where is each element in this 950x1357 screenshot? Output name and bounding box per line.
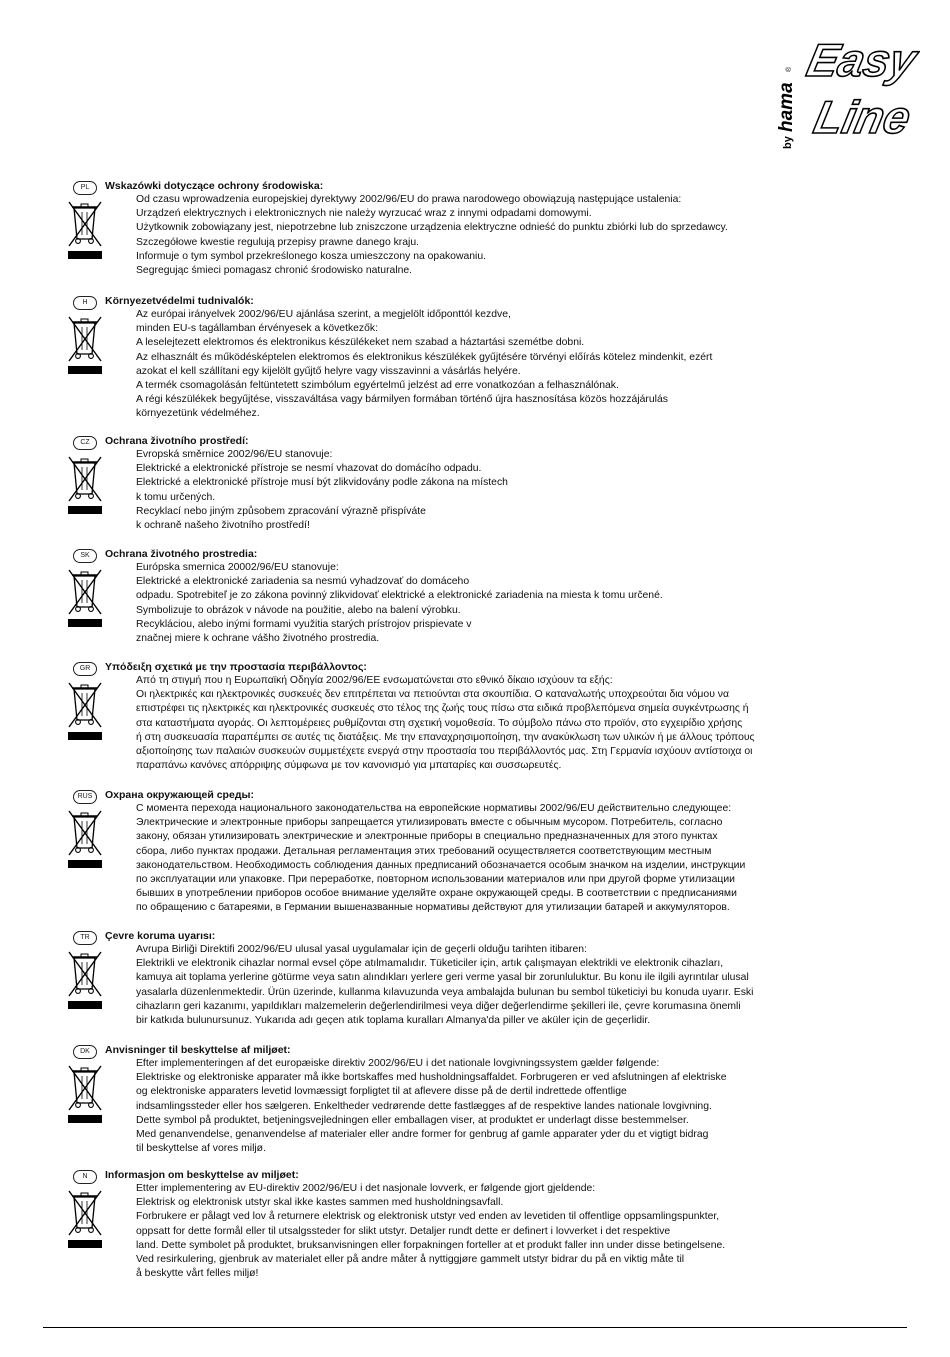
body-line: Recykláciou, alebo inými formami využitia starých prístrojov prispievate v (136, 618, 472, 630)
language-code-badge: N (73, 1170, 97, 1184)
body-line: oppsatt for dette formål eller til utsalgssteder for slikt utstyr. Detaljer rundt dette er definert i lovverket i det respektive (136, 1225, 671, 1237)
body-line: odpadu. Spotrebiteľ je zo zákona povinný zlikvidovať elektrické a elektronické zariadenia na miesta k tomu určené. (136, 590, 663, 602)
section-body (136, 943, 753, 1028)
language-code-badge: GR (73, 662, 97, 676)
body-line: Recyklací nebo jiným způsobem zpracování výrazně přispíváte (136, 505, 426, 517)
body-line: land. Dette symbolet på produktet, bruksanvisningen eller forpakningen forteller at et produkt faller inn under disse betingelsene. (136, 1239, 726, 1251)
body-line: k tomu určených. (136, 491, 216, 503)
body-line: Az európai irányelvek 2002/96/EU ajánlása szerint, a megjelölt időponttól kezdve, (136, 309, 511, 320)
body-line: yasalarla düzenlenmektedir. Ürün üzerinde, kullanma kılavuzunda veya ambalajda bulunan bu sembol tüketiciyi bu konuda uyarır. Eski (136, 986, 754, 998)
language-code-badge: DK (73, 1045, 97, 1059)
body-line: Efter implementeringen af det europæiske direktiv 2002/96/EU i det nationale lovgivningssystem gælder følgende: (136, 1058, 660, 1069)
body-line: закону, обязан утилизировать электрические и электронные приборы в специально предназначенных для этого пунктах (136, 831, 718, 843)
body-line: környezetünk védelméhez. (136, 408, 260, 420)
section-heading: Ochrana životního prostředí: (105, 435, 249, 447)
body-line: Elektrické a elektronické zariadenia sa nesmú vyhadzovať do domáceho (136, 576, 470, 588)
body-line: Szczegółowe kwestie regulują przepisy prawne danego kraju. (136, 236, 420, 248)
body-line: Med genanvendelse, genanvendelse af materialer eller andre former for genbrug af gamle apparater yder du et vigtigt bidrag (136, 1129, 709, 1141)
brand-registered: ® (786, 66, 793, 72)
body-line: Elektrické a elektronické přístroje se nesmí vhazovat do domácího odpadu. (136, 463, 482, 475)
body-line: по обращению с батареями, в Германии вышеназванные нормативы действуют для утилизации батарей и аккумуляторов. (136, 902, 730, 914)
body-line: azokat el kell szállítani egy kijelölt gyűjtő helyre vagy visszavinni a vásárlás helyére. (136, 365, 521, 377)
body-line: Elektrikli ve elektronik cihazlar normal evsel çöpe atılmamalıdır. Tüketiciler için, artık çalışmayan elektrikli ve elektronik cihazları, (136, 958, 724, 970)
body-line: Użytkownik zobowiązany jest, niepotrzebne lub zniszczone urządzenia elektryczne odnieść do punktu zbiórki lub do sprzedawcy. (136, 222, 728, 234)
section-body (136, 193, 728, 278)
body-line: A termék csomagolásán feltüntetett szimbólum egyértelmű jelzést ad erre vonatkozóan a felhasználónak. (136, 380, 619, 392)
crossed-out-bin-icon (68, 1188, 102, 1250)
body-line: Elektrické a elektronické přístroje musí být zlikvidovány podle zákona na místech (136, 477, 508, 489)
body-line: značnej miere k ochrane vášho životného prostredia. (136, 633, 380, 645)
body-line: k ochraně našeho životního prostředí! (136, 520, 310, 532)
body-line: Από τη στιγμή που η Ευρωπαϊκή Οδηγία 2002/96/EE ενσωματώνεται στο εθνικό δίκαιο ισχύουν τα εξής: (136, 675, 613, 686)
crossed-out-bin-icon (68, 314, 102, 376)
language-code-badge: PL (73, 181, 97, 195)
body-line: Οι ηλεκτρικές και ηλεκτρονικές συσκευές δεν επιτρέπεται να πετιούνται στα σκουπίδια. Ο καταναλωτής υποχρεούται δια νόμου να (136, 689, 729, 701)
section-heading: Wskazówki dotyczące ochrony środowiska: (105, 180, 324, 192)
body-line: indsamlingssteder eller hos sælgeren. Enkeltheder vedrørende dette fastlægges af de respektive landes nationale lovgivning. (136, 1100, 712, 1112)
section-body (136, 674, 755, 773)
body-line: Forbrukere er pålagt ved lov å returnere elektrisk og elektronisk utstyr ved enden av levetiden til offentlige oppsamlingspunkter, (136, 1211, 720, 1223)
body-line: бывших в употреблении приборов особое внимание уделяйте охране окружающей среды. В соответствии с предписаниями (136, 888, 737, 900)
body-line: Európska smernica 20002/96/EU stanovuje: (136, 562, 339, 573)
body-line: сбора, либо пунктах продажи. Детальная регламентация этих требований осуществляется соответствующим местным (136, 845, 712, 857)
brand-by: by (782, 136, 794, 149)
section-heading: Anvisninger til beskyttelse af miljøet: (105, 1044, 291, 1056)
body-line: Dette symbol på produktet, betjeningsvejledningen eller emballagen viser, at produktet er underlagt disse bestemmelser. (136, 1114, 689, 1126)
section-heading: Ochrana životného prostredia: (105, 548, 258, 560)
language-code-badge: SK (73, 549, 97, 563)
body-line: αξιοποίησης των παλαιών συσκευών συμμετέχετε ενεργά στην προστασία του περιβάλλοντός μας. Στη Γερμανία ισχύουν αντίστοιχα οι (136, 746, 753, 758)
body-line: Avrupa Birliği Direktifi 2002/96/EU ulusal yasal uygulamalar için de geçerli olduğu tarihten itibaren: (136, 944, 587, 955)
body-line: законодательством. Необходимость соблюдения данных предписаний обозначается особым значком на изделии, инструкции (136, 859, 746, 871)
body-line: å beskytte vårt felles miljø! (136, 1268, 259, 1280)
body-line: A régi készülékek begyűjtése, visszaváltása vagy bármilyen formában történő újra hasznosítása közös hozzájárulás (136, 394, 668, 406)
body-line: Etter implementering av EU-direktiv 2002/96/EU i det nasjonale lovverk, er følgende gjort gjeldende: (136, 1183, 596, 1194)
body-line: Evropská směrnice 2002/96/EU stanovuje: (136, 449, 333, 460)
section-heading: Υπόδειξη σχετικά με την προστασία περιβάλλοντος: (105, 661, 367, 673)
language-code-badge: H (73, 296, 97, 310)
body-line: Symbolizuje to obrázok v návode na použitie, alebo na balení výrobku. (136, 604, 461, 616)
body-line: Az elhasznált és működésképtelen elektromos és elektronikus készülékek gyűjtésére törvényi előírás kötelez mindenkit, ezért (136, 351, 713, 363)
brand-hama: hama (776, 82, 797, 132)
crossed-out-bin-icon (68, 680, 102, 742)
section-heading: Informasjon om beskyttelse av miljøet: (105, 1169, 299, 1181)
section-body (136, 561, 663, 646)
section-body (136, 448, 508, 533)
footer-divider (43, 1327, 907, 1328)
body-line: Od czasu wprowadzenia europejskiej dyrektywy 2002/96/EU do prawa narodowego obowiązują następujące ustalenia: (136, 194, 682, 205)
brand-easy: Easy (802, 34, 920, 86)
brand-line: Line (809, 91, 916, 143)
body-line: Электрические и электронные приборы запрещается утилизировать вместе с обычным мусором. Потребитель, согласно (136, 817, 723, 829)
language-code-badge: CZ (73, 436, 97, 450)
body-line: A leselejtezett elektromos és elektronikus készülékeket nem szabad a háztartási szemétbe dobni. (136, 337, 585, 349)
crossed-out-bin-icon (68, 949, 102, 1011)
body-line: cihazların geri kazanımı, yapıldıkları malzemelerin değerlendirilmesi veya diğer değerlendirme şekilleri ile, çevre korumasına önemli (136, 1000, 741, 1012)
language-code-badge: TR (73, 931, 97, 945)
section-body (136, 1182, 725, 1281)
body-line: Informuje o tym symbol przekreślonego kosza umieszczony na opakowaniu. (136, 250, 486, 262)
section-heading: Охрана окружающей среды: (105, 789, 254, 801)
body-line: Ved resirkulering, gjenbruk av materialet eller på andre måter å nyttiggjøre gammelt utstyr bidrar du på en viktig måte til (136, 1254, 685, 1266)
body-line: επιστρέφει τις ηλεκτρικές και ηλεκτρονικές συσκευές στο τέλος της ζωής τους πίσω στα ειδικά προβλεπόμενα σημεία συγκέντρωσης ή (136, 703, 749, 715)
section-body (136, 308, 712, 422)
section-heading: Çevre koruma uyarısı: (105, 930, 216, 942)
body-line: Elektrisk og elektronisk utstyr skal ikke kastes sammen med husholdningsavfall. (136, 1197, 504, 1209)
body-line: kamuya ait toplama yerlerine götürme veya satın alındıkları yerlere geri verme yasal bir zorunluluktur. Bu konu ile ilgili ayrıntılar ulusal (136, 972, 749, 984)
language-code-badge: RUS (73, 790, 97, 804)
crossed-out-bin-icon (68, 567, 102, 629)
body-line: по эксплуатации или упаковке. При переработке, повторном использовании материалов или при другой форме утилизации (136, 874, 735, 886)
crossed-out-bin-icon (68, 199, 102, 261)
body-line: ή στη συσκευασία παραπέμπει σε αυτές τις διατάξεις. Με την επαναχρησιμοποίηση, την ανακύκλωση των υλικών ή με άλλους τρόπους (136, 731, 755, 743)
body-line: minden EU-s tagállamban érvényesek a következők: (136, 323, 378, 335)
crossed-out-bin-icon (68, 454, 102, 516)
body-line: С момента перехода национального законодательства на европейские нормативы 2002/96/EU действительно следующее: (136, 803, 732, 814)
body-line: bir katkıda bulunursunuz. Yukarıda adı geçen atık toplama kuralları Almanya'da piller ve aküler için de geçerlidir. (136, 1015, 651, 1027)
body-line: παραπάνω κανόνες απόρριψης σύμφωνα με τον κανονισμό για μπαταρίες και συσσωρευτές. (136, 760, 562, 772)
body-line: Elektriske og elektroniske apparater må ikke bortskaffes med husholdningsaffaldet. Forbrugeren er ved afslutningen af elektriske (136, 1072, 727, 1084)
crossed-out-bin-icon (68, 808, 102, 870)
crossed-out-bin-icon (68, 1063, 102, 1125)
body-line: στα καταστήματα αγοράς. Οι λεπτομέρειες ρυθμίζονται στη σχετική νομοθεσία. Το σύμβολο πάνω στο προϊόν, στο εγχειρίδιο χρήσης (136, 717, 743, 729)
section-body (136, 802, 745, 916)
body-line: Segregując śmieci pomagasz chronić środowisko naturalne. (136, 265, 413, 277)
section-body (136, 1057, 726, 1156)
body-line: Urządzeń elektrycznych i elektronicznych nie należy wyrzucać wraz z innymi odpadami domowymi. (136, 208, 592, 220)
body-line: og elektroniske apparaters levetid lovmæssigt forpligtet til at aflevere disse på de dertil indrettede offentlige (136, 1086, 627, 1098)
section-heading: Környezetvédelmi tudnivalók: (105, 295, 254, 307)
body-line: til beskyttelse af vores miljø. (136, 1143, 266, 1155)
